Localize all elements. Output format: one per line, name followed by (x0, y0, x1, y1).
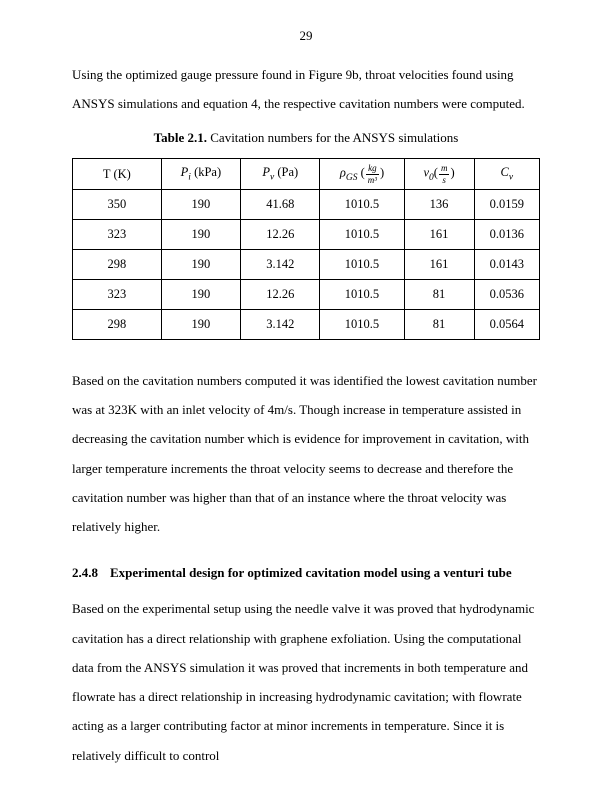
header-rho-frac-num: kg (368, 163, 377, 174)
header-pi-unit: (kPa) (190, 165, 222, 180)
table-row (73, 309, 540, 339)
cavitation-table (72, 158, 540, 340)
table-cell: 1010.5 (320, 279, 404, 309)
header-rho-paren-close: ) (379, 166, 385, 181)
header-v0-frac-den: s (442, 174, 446, 185)
table-cell: 1010.5 (320, 189, 404, 219)
table-caption-label: Table 2.1. (153, 129, 207, 145)
header-cv-base: C (500, 165, 509, 180)
table-cell: 3.142 (241, 249, 320, 279)
table-cell: 81 (404, 309, 474, 339)
header-cv-sub: v (508, 172, 514, 183)
table-cell: 190 (161, 189, 240, 219)
paragraph-intro: Using the optimized gauge pressure found in Figure 9b, throat velocities found using ANSYS simulations and equation 4, the respective cavitation numbers were computed. (72, 67, 525, 112)
section-heading (72, 563, 540, 584)
header-rho-fraction (366, 163, 379, 185)
table-cell: 0.0136 (474, 219, 539, 249)
table-cell: 0.0159 (474, 189, 539, 219)
table-row (73, 279, 540, 309)
table-caption-text: Cavitation numbers for the ANSYS simulations (207, 129, 459, 145)
table-cell: 1010.5 (320, 309, 404, 339)
paragraph-experimental: Based on the experimental setup using the needle valve it was proved that hydrodynamic cavitation has a direct relationship with graphene exfoliation. Using the computational data from the ANSYS simulation it was proved that increments in both temperature and flowrate has a direct relationship in increasing hydrodynamic cavitation; with flowrate acting as a larger contributing factor at minor increments in temperature. Since it is relatively difficult to control (72, 601, 535, 763)
table-cell: 190 (161, 309, 240, 339)
col-header-density (320, 159, 404, 190)
col-header-vapor-pressure (241, 159, 320, 190)
table-cell: 12.26 (241, 279, 320, 309)
header-v0-fraction (439, 163, 450, 185)
table-cell: 1010.5 (320, 249, 404, 279)
table-cell: 323 (73, 279, 162, 309)
section-title: Experimental design for optimized cavitation model using a venturi tube (110, 565, 512, 581)
header-rho-base: ρ (339, 166, 346, 181)
table-header-row (73, 159, 540, 190)
table-row (73, 219, 540, 249)
header-rho-sub: GS (345, 173, 358, 184)
table-cell: 81 (404, 279, 474, 309)
header-pv-sub: v (270, 172, 275, 183)
table-cell: 350 (73, 189, 162, 219)
table-cell: 1010.5 (320, 219, 404, 249)
table-row (73, 189, 540, 219)
section-number: 2.4.8 (72, 565, 98, 581)
col-header-cavitation-number (474, 159, 539, 190)
table-cell: 12.26 (241, 219, 320, 249)
table-cell: 0.0143 (474, 249, 539, 279)
table-row (73, 249, 540, 279)
header-v0-frac-num: m (440, 163, 448, 174)
header-v0-paren-close: ) (450, 166, 455, 181)
table-cell: 0.0564 (474, 309, 539, 339)
table-cell: 136 (404, 189, 474, 219)
table-cell: 323 (73, 219, 162, 249)
header-pv-base: P (262, 165, 271, 180)
header-pi-base: P (180, 165, 189, 180)
table-cell: 190 (161, 279, 240, 309)
header-rho-paren-open: ( (357, 166, 365, 181)
page-number: 29 (299, 28, 313, 43)
header-temperature-text: T (K) (102, 166, 131, 181)
table-cell: 298 (73, 249, 162, 279)
table-cell: 161 (404, 219, 474, 249)
table-cell: 0.0536 (474, 279, 539, 309)
col-header-temperature (73, 159, 162, 190)
table-cell: 190 (161, 219, 240, 249)
paragraph-discussion: Based on the cavitation numbers computed it was identified the lowest cavitation number was at 323K with an inlet velocity of 4m/s. Though increase in temperature assisted in decreasing the cavitation number which is evidence for improvement in cavitation, with larger temperature increments the throat velocity seems to decrease and therefore the cavitation number was higher than that of an instance where the throat velocity was relatively higher. (72, 372, 537, 535)
col-header-velocity (404, 159, 474, 190)
header-pv-unit: (Pa) (274, 165, 299, 180)
table-caption (72, 128, 540, 149)
header-v0-base: v (423, 166, 430, 181)
table-cell: 298 (73, 309, 162, 339)
table-cell: 41.68 (241, 189, 320, 219)
header-rho-frac-den: m³ (367, 174, 377, 185)
header-v0-sub: 0 (429, 173, 434, 184)
table-cell: 161 (404, 249, 474, 279)
header-v0-paren-open: ( (433, 166, 438, 181)
table-cell: 190 (161, 249, 240, 279)
header-pi-sub: i (188, 172, 191, 183)
col-header-inlet-pressure (161, 159, 240, 190)
table-cell: 3.142 (241, 309, 320, 339)
